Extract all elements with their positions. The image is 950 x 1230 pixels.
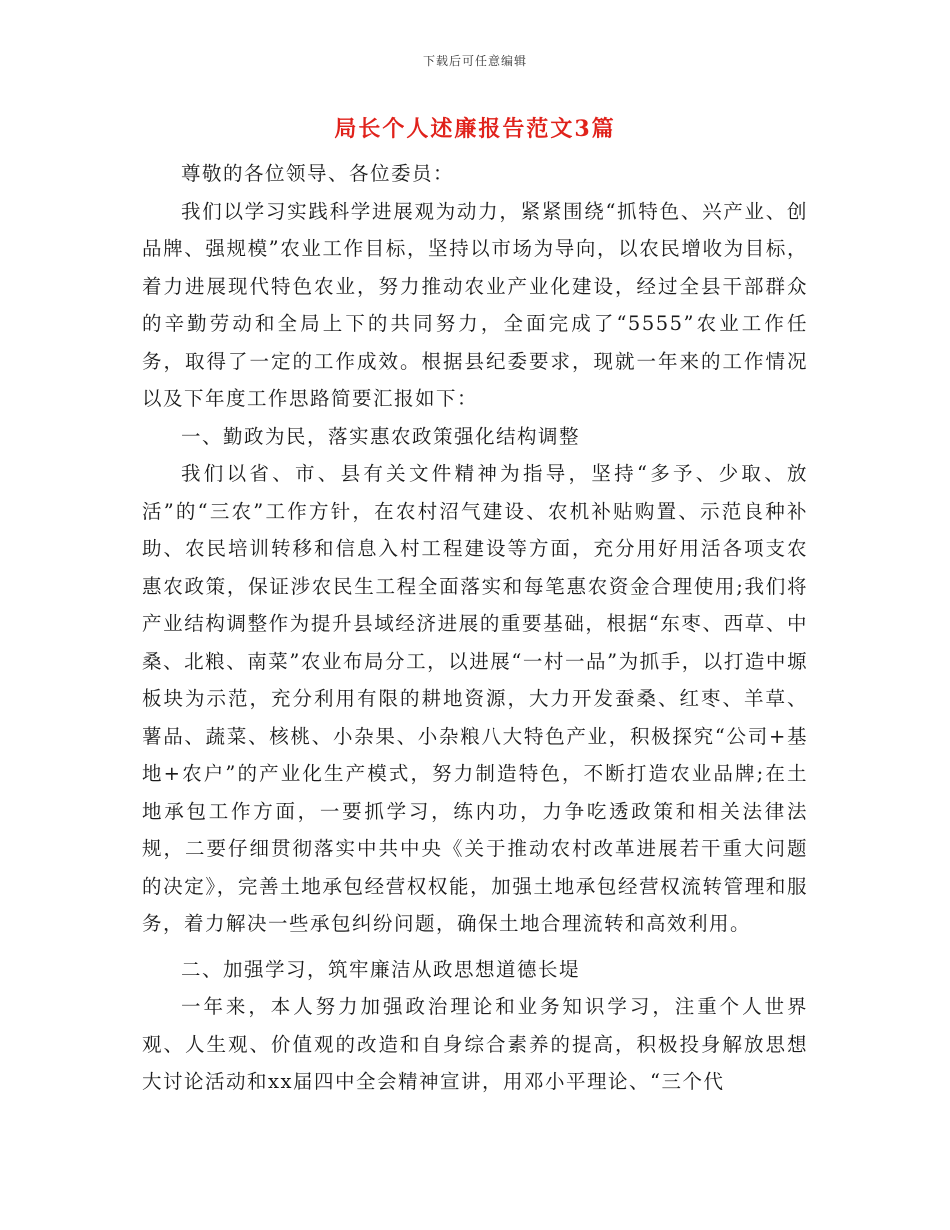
- section-gap: [142, 943, 808, 951]
- header-note: 下载后可任意编辑: [422, 54, 527, 68]
- section-1-heading: 一、勤政为民，落实惠农政策强化结构调整: [181, 424, 581, 448]
- document-body: [142, 155, 808, 1101]
- section-2-heading: 二、加强学习，筑牢廉洁从政思想道德长堤: [181, 957, 581, 981]
- section-1-paragraph: 我们以省、市、县有关文件精神为指导，坚持“多予、少取、放活”的“三农”工作方针，在农村沼气建设、农机补贴购置、示范良种补助、农民培训转移和信息入村工程建设等方面，充分用好用活各项支农惠农政策，保证涉农民生工程全面落实和每笔惠农资金合理使用;我们将产业结构调整作为提升县域经济进展的重要基础，根据“东枣、西草、中桑、北粮、南菜”农业布局分工，以进展“一村一品”为抓手，以打造中塬板块为示范，充分利用有限的耕地资源，大力开发蚕桑、红枣、羊草、薯品、蔬菜、核桃、小杂果、小杂粮八大特色产业，积极探究“公司+基地+农户”的产业化生产模式，努力制造特色，不断打造农业品牌;在土地承包工作方面，一要抓学习，练内功，力争吃透政策和相关法律法规，二要仔细贯彻落实中共中央《关于推动农村改革进展若干重大问题的决定》，完善土地承包经营权权能，加强土地承包经营权流转管理和服务，着力解决一些承包纠纷问题，确保土地合理流转和高效利用。: [142, 462, 808, 935]
- salutation: 尊敬的各位领导、各位委员：: [181, 162, 455, 185]
- document-title: 局长个人述廉报告范文3篇: [334, 116, 616, 142]
- intro-paragraph: 我们以学习实践科学进展观为动力，紧紧围绕“抓特色、兴产业、创品牌、强规模”农业工作目标，坚持以市场为导向，以农民增收为目标，着力进展现代特色农业，努力推动农业产业化建设，经过全县干部群众的辛勤劳动和全局上下的共同努力，全面完成了“5555”农业工作任务，取得了一定的工作成效。根据县纪委要求，现就一年来的工作情况以及下年度工作思路简要汇报如下：: [142, 199, 808, 410]
- section-2-paragraph: 一年来，本人努力加强政治理论和业务知识学习，注重个人世界观、人生观、价值观的改造和自身综合素养的提高，积极投身解放思想大讨论活动和xx届四中全会精神宣讲，用邓小平理论、“三个代: [142, 995, 808, 1093]
